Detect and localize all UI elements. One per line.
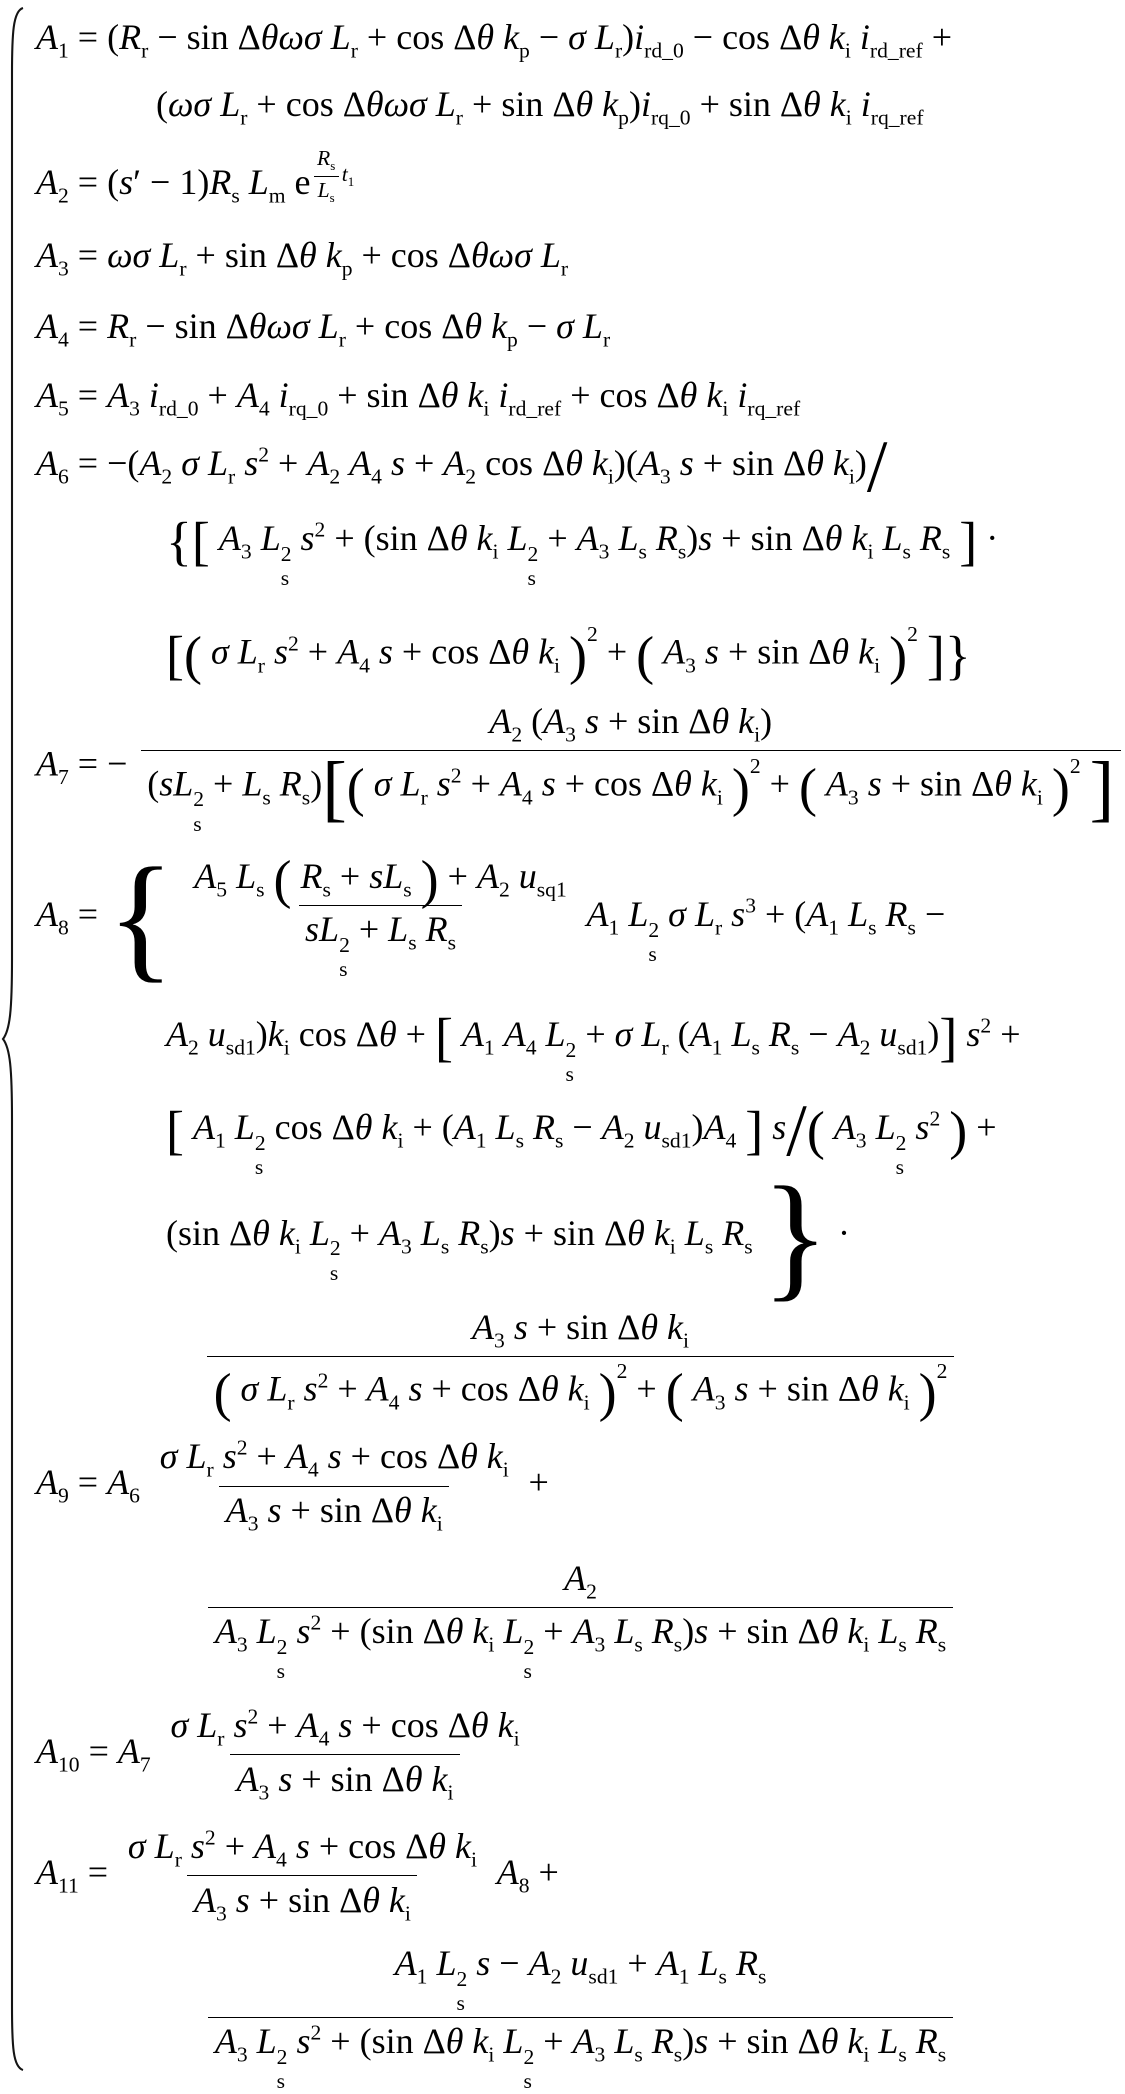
equation-a8-line-4: (sin Δθ $k_i$ L 2 s + $A_3$ $L_s$ $R_s)s + \sin \Delta\theta$ $k_i$ $L_s$ $R_s$ } ·: [166, 1158, 851, 1314]
equation-a2: $A_2 = (s' - 1)R_s$ $L_m$ e $^{\frac{R_s}{L_s} t_1}$: [36, 146, 355, 209]
equation-a8-line-5: $\frac{A_3 s + \sin \Delta\theta k_i}{( \sigma L_r s^2 + A_4 s + \cos \Delta\theta k_i )^2 + ( A_3 s + \sin \Delta\theta k_i )^2}$: [36, 1305, 1125, 1417]
equation-a7: $A_7$ = − $A_2$ ($A_3$ s + sin Δθ $k_i$) (sL 2 s + $L_s$ $R_s$)[( σ $L_r$ $s^2 + A_4$ s + cos Δθ $k_i$ )$^2$ + ( $A_3$ s + sin Δθ $k_i$ )$^2$ ]: [36, 699, 1125, 835]
equation-a10: $A_{10} = A_7$ $\frac{\sigma L_r s^2 + A_4 s + \cos \Delta\theta k_i}{A_3 s + \sin \Delta\theta k_i}$: [36, 1704, 520, 1805]
equation-a8-line-3: [ $A_1$ L 2 s cos Δθ $k_i + (A_1$ $L_s$ $R_s - A_2$ $u_{sd1})A_4$ ] s/( $A_3$ L 2 s $s^2$ ) +: [166, 1090, 997, 1180]
equation-a9-line-2: $A_2$ $A_3$ L 2 s $s^2 + (\sin$ Δθ $k_i$ L 2 s + $A_3$ $L_s$ $R_s)s + \sin \Delta\theta$ $k_i$ $L_s$ $R_s$: [36, 1556, 1125, 1684]
equation-a5: $A_5 = A_3$ $i_{rd\_0} + A_4$ $i_{rq\_0} + \sin \Delta\theta$ $k_i$ $i_{rd\_ref} + \cos \Delta\theta$ $k_i$ $i_{rq\_ref}$: [36, 374, 801, 421]
equation-a11-line-1: $A_{11}$ = $\frac{\sigma L_r s^2 + A_4 s + \cos \Delta\theta k_i}{A_3 s + \sin \Delta\theta k_i}$ $A_8$ +: [36, 1825, 559, 1926]
equation-a4: $A_4 = R_r - \sin \Delta\theta\omega\sigma$ $L_r + \cos \Delta\theta$ $k_p - \sigma$ $L_r$: [36, 305, 611, 352]
equation-a6-line-3: [( σ $L_r$ $s^2 + A_4$ s + cos Δθ $k_i$ )$^2$ + ( $A_3$ s + sin Δθ $k_i$ )$^2$ ]}: [166, 622, 971, 686]
equation-a6-line-2: {[ $A_3$ L 2 s $s^2 + (\sin$ Δθ $k_i$ L 2 s + $A_3$ $L_s$ $R_s)s + \sin \Delta\theta$ $k_i$ $L_s$ $R_s$ ] ·: [166, 511, 999, 590]
equation-a8-line-1: $A_8$ = { $A_5$ $L_s$ ( $R_s + sL_s$ ) + $A_2$ $u_{sq1}$ sL 2 s + $L_s$ $R_s$ $A_1$ L 2 s σ $L_r$ $s^3 + (A_1$ $L_s$ $R_s$ −: [36, 839, 946, 995]
equation-a1-line-2: (ωσ $L_r + \cos \Delta\theta\omega\sigma$ $L_r + \sin \Delta\theta$ $k_p)i_{rq\_0} + \sin \Delta\theta$ $k_i$ $i_{rq\_ref}$: [156, 83, 924, 130]
equation-a1-line-1: $A_1 = (R_r - \sin \Delta\theta\omega\sigma$ $L_r + \cos \Delta\theta$ $k_p - \sigma$ $L_r)i_{rd\_0} - \cos \Delta\theta$ $k_i$ $i_{rd\_ref}$ +: [36, 17, 953, 63]
system-brace: [0, 0, 26, 2078]
equation-a3: $A_3 = \omega\sigma$ $L_r + \sin \Delta\theta$ $k_p + \cos \Delta\theta\omega\sigma$ $L_r$: [36, 235, 569, 281]
left-curly-brace-icon: [0, 0, 26, 2078]
equation-a11-line-2: $A_1$ L 2 s $s - A_2$ $u_{sd1} + A_1$ $L_s$ $R_s$ $A_3$ L 2 s $s^2 + (\sin$ Δθ $k_i$ L 2 s + $A_3$ $L_s$ $R_s)s + \sin \Delta\theta$ $k_i$ $L_s$ $R_s$: [36, 1941, 1125, 2093]
equation-column: [26, 0, 1125, 2094]
equation-a9-line-1: $A_9 = A_6$ $\frac{\sigma L_r s^2 + A_4 s + \cos \Delta\theta k_i}{A_3 s + \sin \Delta\theta k_i}$ +: [36, 1436, 549, 1536]
equation-a6-line-1: $A_6 = -(A_2$ σ $L_r$ $s^2 + A_2$ $A_4$ $s + A_2$ cos Δθ $k_i)(A_3$ s + sin Δθ $k_i)/$: [36, 425, 888, 508]
equation-a8-line-2: $A_2$ $u_{sd1})k_i$ cos Δθ + [ $A_1$ $A_4$ L 2 s + σ $L_r$ ($A_1$ $L_s$ $R_s - A_2$ $u_{sd1}$)] $s^2$ +: [166, 1008, 1021, 1087]
